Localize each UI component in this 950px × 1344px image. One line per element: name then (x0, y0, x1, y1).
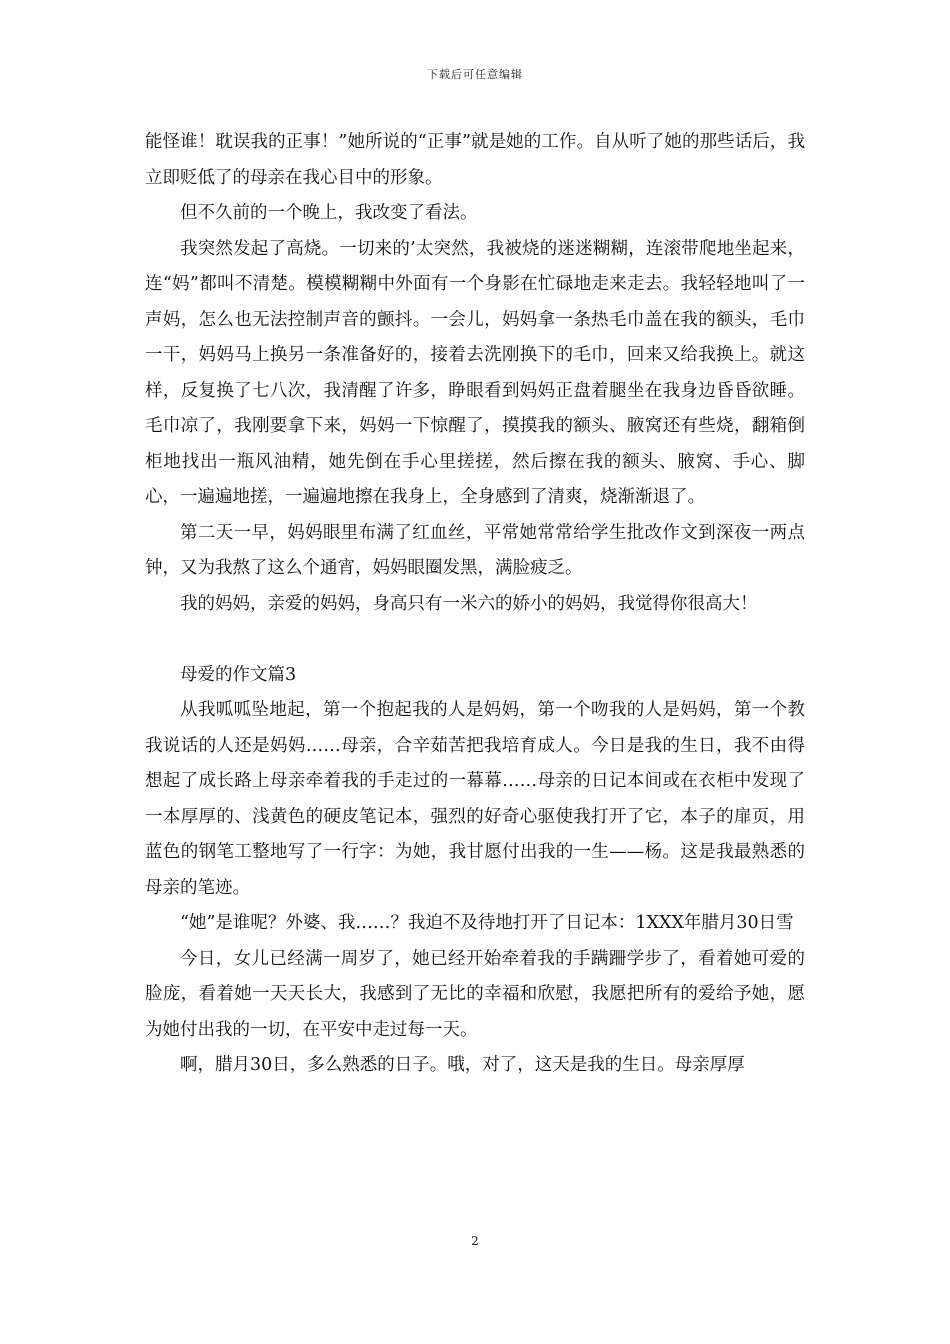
paragraph: 从我呱呱坠地起，第一个抱起我的人是妈妈，第一个吻我的人是妈妈，第一个教我说话的人还是妈妈……母亲，合辛茹苦把我培育成人。今日是我的生日，我不由得想起了成长路上母亲牵着我的手走过的一幕幕……母亲的日记本间或在衣柜中发现了一本厚厚的、浅黄色的硬皮笔记本，强烈的好奇心驱使我打开了它，本子的扉页，用蓝色的钢笔工整地写了一行字：为她，我甘愿付出我的一生——杨。这是我最熟悉的母亲的笔迹。 (145, 700, 805, 898)
document-body (145, 125, 805, 1084)
paragraph-continued: 能怪谁！耽误我的正事！”她所说的“正事”就是她的工作。自从听了她的那些话后，我立即贬低了的母亲在我心目中的形象。 (145, 132, 805, 188)
page-header: 下载后可任意编辑 (427, 68, 523, 81)
blank-line (145, 622, 805, 658)
paragraph: 但不久前的一个晚上，我改变了看法。 (180, 203, 478, 223)
paragraph: “她”是谁呢？外婆、我……？我迫不及待地打开了日记本：1XXX年腊月30日雪 (180, 913, 794, 933)
paragraph: 我突然发起了高烧。一切来的’太突然，我被烧的迷迷糊糊，连滚带爬地坐起来，连“妈”都叫不清楚。模模糊糊中外面有一个身影在忙碌地走来走去。我轻轻地叫了一声妈，怎么也无法控制声音的颤抖。一会儿，妈妈拿一条热毛巾盖在我的额头，毛巾一干，妈妈马上换另一条准备好的，接着去洗刚换下的毛巾，回来又给我换上。就这样，反复换了七八次，我清醒了许多，睁眼看到妈妈正盘着腿坐在我身边昏昏欲睡。毛巾凉了，我刚要拿下来，妈妈一下惊醒了，摸摸我的额头、腋窝还有些烧，翻箱倒柜地找出一瓶风油精，她先倒在手心里搓搓，然后擦在我的额头、腋窝、手心、脚心，一遍遍地搓，一遍遍地擦在我身上，全身感到了清爽，烧渐渐退了。 (145, 238, 805, 507)
paragraph: 啊，腊月30日，多么熟悉的日子。哦，对了，这天是我的生日。母亲厚厚 (180, 1055, 745, 1075)
paragraph: 我的妈妈，亲爱的妈妈，身高只有一米六的娇小的妈妈，我觉得你很高大！ (180, 593, 758, 614)
paragraph: 今日，女儿已经满一周岁了，她已经开始牵着我的手蹒跚学步了，看着她可爱的脸庞，看着她一天天长大，我感到了无比的幸福和欣慰，我愿把所有的爱给予她，愿为她付出我的一切，在平安中走过每一天。 (145, 948, 805, 1040)
page-number: 2 (471, 1234, 479, 1248)
paragraph: 第二天一早，妈妈眼里布满了红血丝，平常她常常给学生批改作文到深夜一两点钟，又为我熬了这么个通宵，妈妈眼圈发黑，满脸疲乏。 (145, 522, 805, 578)
section-heading: 母爱的作文篇3 (180, 664, 297, 685)
